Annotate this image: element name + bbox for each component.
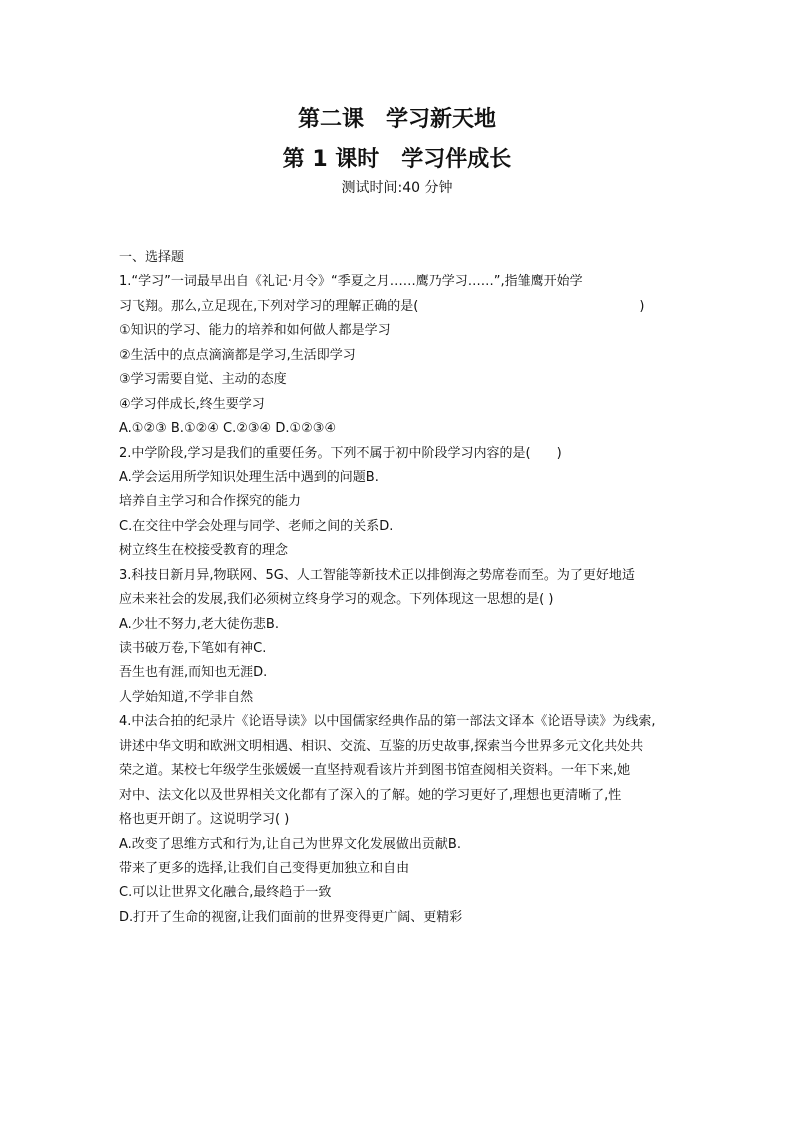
question-list — [119, 246, 679, 930]
option-line: D.打开了生命的视窗,让我们面前的世界变得更广阔、更精彩 — [119, 909, 463, 925]
option-line: A.学会运用所学知识处理生活中遇到的问题B. — [119, 469, 379, 485]
question-stem-line: 讲述中华文明和欧洲文明相遇、相识、交流、互鉴的历史故事,探索当今世界多元文化共处共 — [119, 738, 644, 754]
option-line: A.改变了思维方式和行为,让自己为世界文化发展做出贡献B. — [119, 836, 461, 852]
answer-options: A.①②③ B.①②④ C.②③④ D.①②③④ — [119, 421, 337, 437]
statement-2: ②生活中的点点滴滴都是学习,生活即学习 — [119, 347, 356, 363]
question-stem-line: 4.中法合拍的纪录片《论语导读》以中国儒家经典作品的第一部法文译本《论语导读》为线索, — [119, 714, 656, 730]
question-stem-line: 1.“学习”一词最早出自《礼记·月令》“季夏之月……鹰乃学习……”,指雏鹰开始学 — [119, 274, 583, 290]
question-stem-line: 荣之道。某校七年级学生张媛媛一直坚持观看该片并到图书馆查阅相关资料。一年下来,她 — [119, 763, 631, 779]
option-line: 吾生也有涯,而知也无涯D. — [119, 665, 268, 681]
question-stem-line: 习飞翔。那么,立足现在,下列对学习的理解正确的是( ) — [119, 298, 645, 314]
option-line: C.在交往中学会处理与同学、老师之间的关系D. — [119, 518, 394, 534]
statement-1: ①知识的学习、能力的培养和如何做人都是学习 — [119, 323, 391, 339]
lesson-title: 第二课 学习新天地 — [297, 107, 496, 132]
question-4 — [119, 710, 679, 930]
question-2 — [119, 442, 679, 564]
statement-3: ③学习需要自觉、主动的态度 — [119, 372, 287, 388]
section-title: 一、选择题 — [119, 250, 185, 265]
option-line: 人学始知道,不学非自然 — [119, 689, 254, 705]
test-time: 测试时间:40 分钟 — [341, 180, 453, 196]
option-line: C.可以让世界文化融合,最终趋于一致 — [119, 885, 332, 901]
option-line: 带来了更多的选择,让我们自己变得更加独立和自由 — [119, 860, 410, 876]
question-1 — [119, 270, 679, 441]
option-line: 树立终生在校接受教育的理念 — [119, 543, 289, 559]
question-stem-line: 应未来社会的发展,我们必须树立终身学习的观念。下列体现这一思想的是( ) — [119, 592, 554, 608]
question-3 — [119, 564, 679, 711]
question-stem-line: 3.科技日新月异,物联网、5G、人工智能等新技术正以排倒海之势席卷而至。为了更好地适 — [119, 567, 635, 583]
session-title: 第 1 课时 学习伴成长 — [282, 147, 512, 172]
option-line: A.少壮不努力,老大徒伤悲B. — [119, 616, 279, 632]
question-stem-line: 2.中学阶段,学习是我们的重要任务。下列不属于初中阶段学习内容的是( ) — [119, 445, 562, 461]
question-stem-line: 格也更开朗了。这说明学习( ) — [119, 812, 290, 828]
option-line: 读书破万卷,下笔如有神C. — [119, 641, 267, 656]
option-line: 培养自主学习和合作探究的能力 — [119, 494, 302, 510]
statement-4: ④学习伴成长,终生要学习 — [119, 396, 265, 412]
question-stem-line: 对中、法文化以及世界相关文化都有了深入的了解。她的学习更好了,理想也更清晰了,性 — [119, 787, 622, 803]
